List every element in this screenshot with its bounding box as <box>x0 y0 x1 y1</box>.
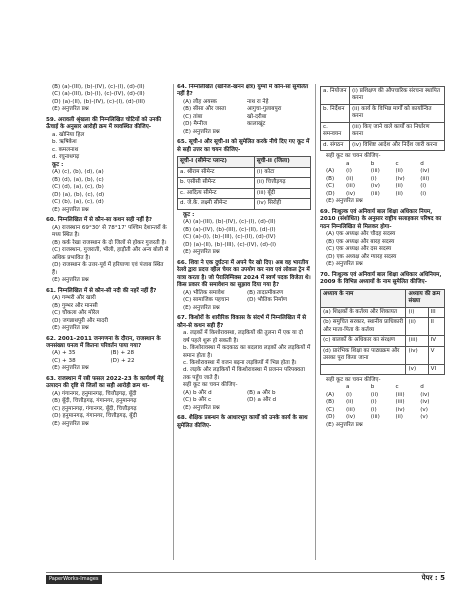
question-text: 65. सूची-I और सूची-II को सुमेलित करके नीचे दिए गए कूट में से सही उत्तर का चयन कीजिए- <box>177 139 310 153</box>
option: (C) एक अध्यक्ष और दस सदस्य <box>326 246 392 253</box>
option: (B) + 28 <box>110 350 135 357</box>
match-table <box>320 289 445 375</box>
code-row: (A) (i) (iii) (ii) (iv) <box>326 168 430 175</box>
code-row: (C) (iii) (i) (iv) (v) <box>326 406 428 413</box>
pair-row: (A) लौह अयस्क नाथ रा नेहे <box>183 98 269 105</box>
option: (B) (d), (a), (b), (c) <box>52 176 104 183</box>
list-item: d. रघुनाथगढ़ <box>52 154 80 161</box>
table-row: d. संगठन (iv) विशिष्ट आदेश और निर्देश जारी करना <box>321 140 445 150</box>
code-row: (D) (iv) (iii) (ii) (v) <box>326 414 428 421</box>
question-66 <box>177 260 311 312</box>
option: (E) अनुत्तरित प्रश्न <box>183 249 220 256</box>
option: (A) भौतिक समावेश <box>183 289 225 296</box>
question-text: 70. निःशुल्क एवं अनिवार्य बाल शिक्षा अधिकार अधिनियम, 2009 के विभिन्न अध्यायों के नाम सुमेलित कीजिए- <box>320 271 442 286</box>
code-label: सही कूट का चयन कीजिए- <box>326 376 381 383</box>
option: (C) (a)-(I), (b)-(III), (c)-(II), (d)-(IV) <box>183 234 276 241</box>
column-1 <box>46 84 169 560</box>
option: (E) अनुत्तरित प्रश्न <box>52 325 89 332</box>
option: (D) (a)-(II), (b)-(III), (c)-(IV), (d)-(I) <box>183 241 277 248</box>
code-row: (B) (ii) (i) (iii) (iv) <box>326 399 430 406</box>
table-header: अध्याय की क्रम संख्या <box>406 289 445 307</box>
question-text: 69. निःशुल्क एवं अनिवार्य बाल शिक्षा अधिकार नियम, 2010 (संशोधित) के अनुसार राष्ट्रीय सलाहकार परिषद का गठन निम्नलिखित से मिलकर होगा- <box>320 208 442 230</box>
option: (A) b और d <box>183 389 212 396</box>
option: (E) अनुत्तरित प्रश्न <box>52 206 89 213</box>
list-item: c. कमलनाथ <box>52 146 79 153</box>
code-label: कूट : <box>183 211 195 218</box>
table-header: अध्याय के नाम <box>321 289 406 307</box>
option: (B) बूँदी, चित्तौड़गढ़, गंगानगर, हनुमानगढ़ <box>52 398 137 405</box>
code-label: सही कूट का चयन कीजिए- <box>326 153 381 160</box>
code-row: (C) (iii) (iv) (ii) (i) <box>326 183 427 190</box>
question-61 <box>46 288 169 333</box>
option: (B) a और b <box>247 389 276 396</box>
code-label: कूट : <box>52 161 64 168</box>
question-70 <box>320 272 445 430</box>
code-row: (B) (ii) (i) (iv) (iii) <box>326 175 430 182</box>
list-item: a. खोनिया हिल <box>52 131 85 138</box>
column-divider <box>315 84 316 560</box>
list-item: a. लड़कों में किशोरावस्था, लड़कियों की तुलना में एक या दो वर्ष पहले शुरू हो सकती है। <box>183 330 303 344</box>
option: (B) तादात्मीकरण <box>247 289 284 296</box>
table-row: d. जे.के. लक्ष्मी सीमेन्ट (iv) सिरोही <box>178 199 311 209</box>
option: (E) अनुत्तरित प्रश्न <box>183 304 220 311</box>
question-64 <box>177 84 311 136</box>
page-number: पेपर : 5 <box>421 574 445 582</box>
option: (B) (a)-(III), (b)-(IV), (c)-(I), (d)-(II) <box>52 84 145 90</box>
question-69 <box>320 209 445 269</box>
pair-row: (D) मैग्नीज कालाखूंट <box>183 121 266 128</box>
option: (B) गुम्भर और मानसी <box>52 302 98 309</box>
option: (A) (c), (b), (d), (a) <box>52 169 104 176</box>
question-text: 60. निम्नलिखित में से कौन-सा कथन सही नहीं है? <box>46 217 152 224</box>
page-footer <box>46 572 445 584</box>
publisher-logo: PaperWorks-Images <box>46 575 102 584</box>
list-item: d. लड़के और लड़कियों में किशोरावस्था में प्रजनन परिपक्वता तक पहुँच जाते हैं। <box>183 367 305 381</box>
option: (A) (a)-(III), (b)-(IV), (c)-(I), (d)-(II) <box>183 219 276 226</box>
option: (A) गम्भरी और खारी <box>52 295 96 302</box>
option: (A) + 35 <box>52 350 76 357</box>
table-header: सूची-II (जिला) <box>254 157 310 167</box>
prev-options <box>46 84 169 114</box>
option: (D) + 22 <box>110 357 135 364</box>
table-row: c. आदित्य सीमेन्ट (iii) बूँदी <box>178 188 311 198</box>
question-62 <box>46 336 169 373</box>
option: (C) b और c <box>183 397 212 404</box>
option: (C) + 38 <box>52 357 76 364</box>
pair-row: (B) सीसा और जस्ता आगुचा-गुलाबपुरा <box>183 106 282 113</box>
question-68-continued <box>320 86 445 206</box>
option: (E) अनुत्तरित प्रश्न <box>326 198 363 205</box>
option: (D) (a), (b), (c), (d) <box>52 191 105 198</box>
list-item: b. किशोरावस्था में कदकाठ का बदलाव लड़कों और लड़कियों में समान होता है। <box>183 345 311 359</box>
option: (D) a और d <box>247 397 276 404</box>
option: (E) अनुत्तरित प्रश्न <box>52 277 89 284</box>
list-item: c. किशोरावस्था में वजन बढ़ना लड़कियों में भिन्न होता है। <box>183 359 297 366</box>
question-text: 64. निम्नलिखित (खनिज-खनन क्षेत्र) युग्मों में कौन-सा सुमेलित नहीं है? <box>177 84 309 98</box>
option: (D) हनुमानगढ़, गंगानगर, चित्तौड़गढ़, बूँदी <box>52 413 137 420</box>
question-67 <box>177 315 311 412</box>
column-2 <box>177 84 311 560</box>
table-row: (d) प्रारंभिक शिक्षा का पाठ्यक्रम और उसका पूरा किया जाना (iv) V <box>321 346 445 364</box>
match-table <box>177 156 311 209</box>
table-row: a. नियोजन (i) प्रशिक्षण की औपचारिक संरचना स्थापित करना <box>321 87 445 105</box>
question-59 <box>46 117 169 214</box>
option: (B) (a)-(IV), (b)-(III), (c)-(II), (d)-(I) <box>183 226 276 233</box>
option: (C) (d), (a), (c), (b) <box>52 184 104 191</box>
option: (C) सामाजिक पहचान <box>183 297 229 304</box>
question-60 <box>46 217 169 284</box>
question-63 <box>46 376 169 428</box>
option: (C) (b), (a), (c), (d) <box>52 199 104 206</box>
table-row: (a) शिक्षकों के कर्तव्य और शिकायत (i) III <box>321 307 445 317</box>
options-grid <box>177 290 311 305</box>
question-text: 66. शिवा ने एक दुर्घटना में अपने पैर खो दिए। अब वह भारतीय रेलवे द्वारा प्रदत्त व्हील चेयर का उपयोग कर नाव एवं लोकल ट्रेन में यात्रा करता है। जो पैरालिम्पिक्स 2024 में स्वर्ण पदक विजेता थे। किस प्रकार की समावेशन का सुझाव दिया गया है? <box>177 259 311 289</box>
code-row: (A) (i) (ii) (iii) (iv) <box>326 391 430 398</box>
table-row: (b) समुचित सरकार, स्थानीय प्राधिकारी और माता-पिता के कर्तव्य (ii) II <box>321 318 445 336</box>
question-text: 63. राजस्थान में रबी फसल 2022-23 के कार्यवर्ष मेंहूं उत्पादन की दृष्टि से जिलों का सही आरोही क्रम था- <box>46 375 164 390</box>
table-row: c. समन्वयन (iii) किए जाने वाले कार्यों का निर्धारण करना <box>321 122 445 140</box>
question-text: 61. निम्नलिखित में से कौन-सी नदी की नहरें नहीं हैं? <box>46 287 157 294</box>
option: (A) गंगानगर, हनुमानगढ़, चित्तौड़गढ़, बूँदी <box>52 390 137 397</box>
option: (A) राजस्थान 69°30' से 78°17' पश्चिम देशान्तरों के मध्य स्थित है। <box>52 224 167 239</box>
option: (B) एक अध्यक्ष और बारह सदस्य <box>326 238 395 245</box>
table-row: b. एसीसी सीमेन्ट (ii) चित्तौड़गढ़ <box>178 178 311 188</box>
code-header-row: a b c d <box>346 160 424 167</box>
option: (D) एक अध्यक्ष और ग्यारह सदस्य <box>326 253 397 260</box>
option: (E) अनुत्तरित प्रश्न <box>326 421 363 428</box>
column-divider <box>173 84 174 560</box>
question-text: 68. शैक्षिक प्रबन्धन के आधारभूत कार्यों को उनके कार्य के साथ सुमेलित कीजिए- <box>177 415 308 429</box>
option: (E) अनुत्तरित प्रश्न <box>52 106 89 113</box>
option: (E) अनुत्तरित प्रश्न <box>183 128 220 135</box>
table-row: a. श्रीराम सीमेन्ट (i) कोटा <box>178 167 311 177</box>
option: (E) अनुत्तरित प्रश्न <box>326 261 363 268</box>
option: (D) भौतिक निर्माण <box>247 297 287 304</box>
code-label: सही कूट का चयन कीजिए- <box>183 382 238 389</box>
options-grid <box>177 390 311 405</box>
pair-row: (C) तांबा खो-दरीबा <box>183 113 267 120</box>
question-text: 62. 2001–2011 जनगणना के दौरान, राजस्थान के जनसंख्या घनत्व में कितना परिवर्तन पाया गया? <box>46 335 161 349</box>
code-row: (D) (iv) (iii) (ii) (i) <box>326 190 427 197</box>
column-3 <box>320 84 445 560</box>
question-text: 59. अरावली श्रृंखला की निम्नलिखित चोटियों को उनकी ऊँचाई के अनुसार आरोही क्रम में व्यवस्थित कीजिए- <box>46 116 162 131</box>
option: (E) अनुत्तरित प्रश्न <box>52 420 89 427</box>
option: (C) चौकला और मोरेल <box>52 310 100 317</box>
option: (C) हनुमानगढ़, गंगानगर, बूँदी, चित्तौड़गढ़ <box>52 405 137 412</box>
option: (A) एक अध्यक्ष और चौदह सदस्य <box>326 231 396 238</box>
option: (E) अनुत्तरित प्रश्न <box>183 404 220 411</box>
option: (D) जगन्नाथपुरी और मादरी <box>52 317 108 324</box>
table-row: b. निर्देशन (ii) कार्य के विभिन्न मार्गों को कार्यान्वित करना <box>321 104 445 122</box>
table-row: (v) VI <box>321 364 445 374</box>
match-table <box>320 86 445 151</box>
question-text: 67. किशोरों के शारीरिक विकास के संदर्भ में निम्नलिखित में से कौन-से कथन सही हैं? <box>177 315 307 329</box>
option: (C) (a)-(III), (b)-(I), (c)-(IV), (d)-(II) <box>52 91 145 98</box>
code-header-row: a b c d <box>346 384 424 391</box>
options-grid <box>46 350 169 365</box>
question-68 <box>177 415 311 430</box>
question-65 <box>177 139 311 256</box>
table-header: सूची-I (सीमेन्ट प्लान्ट) <box>178 157 255 167</box>
table-row: (c) बालकों के अधिकार का संरक्षण (iii) IV <box>321 336 445 346</box>
option: (E) अनुत्तरित प्रश्न <box>52 365 89 372</box>
option: (D) (a)-(II), (b)-(IV), (c)-(I), (d)-(III) <box>52 98 146 105</box>
option: (C) राजस्थान, गुजराती, भीली, हाड़ौती और अन्य बोली से अधिक प्रभावित है। <box>52 247 169 261</box>
option: (B) कर्क रेखा राजस्थान के दो जिलों से होकर गुजरती है। <box>52 239 167 246</box>
option: (D) राजस्थान के उत्तर-पूर्व में हरियाणा एवं पंजाब स्थित हैं। <box>52 262 164 276</box>
list-item: b. ऋषिकेश <box>52 139 77 146</box>
